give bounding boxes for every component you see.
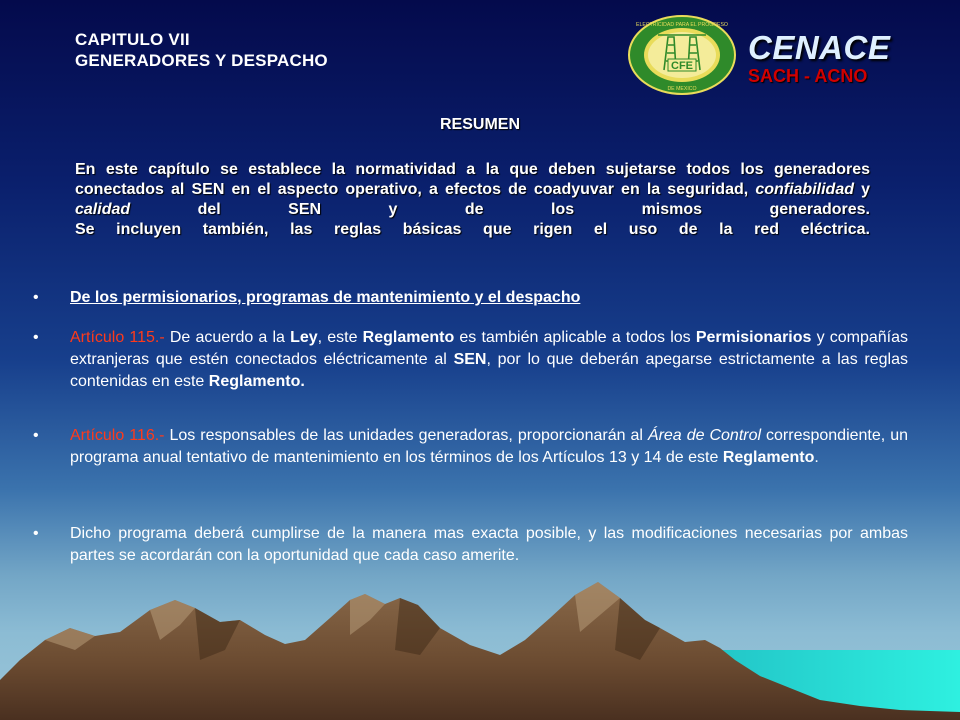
list-item-heading bbox=[33, 287, 908, 309]
bullet-icon: • bbox=[33, 525, 39, 542]
brand bbox=[748, 30, 890, 86]
summary-text-part: en el aspecto operativo, a efectos de coadyuvar en la seguridad, bbox=[224, 181, 756, 198]
article-term-sen: SEN bbox=[453, 351, 487, 368]
brand-subtitle: SACH - ACNO bbox=[748, 66, 868, 86]
summary-paragraph-1 bbox=[75, 160, 870, 220]
article-term-reglamento: Reglamento. bbox=[208, 373, 305, 390]
cfe-logo bbox=[628, 15, 736, 95]
summary-italic-calidad: calidad bbox=[75, 201, 131, 218]
summary-italic-confiabilidad: confiabilidad bbox=[755, 181, 854, 198]
logo-ring-bottom: DE MEXICO bbox=[667, 86, 697, 92]
bullet-icon: • bbox=[33, 289, 39, 306]
logo-center-text: CFE bbox=[671, 60, 693, 72]
list-item-program-note bbox=[33, 523, 908, 567]
summary-title: RESUMEN bbox=[439, 116, 520, 133]
article-text: . bbox=[814, 449, 819, 466]
article-text: , este bbox=[317, 329, 363, 346]
chapter-number: CAPITULO VII bbox=[75, 30, 190, 49]
article-term-ley: Ley bbox=[290, 329, 318, 346]
article-text: y compañías extranjeras que estén conectados eléctricamente al bbox=[70, 329, 908, 368]
article-term-reglamento: Reglamento bbox=[722, 449, 815, 466]
article-115-label: Artículo 115.- bbox=[70, 329, 165, 346]
bullet-icon: • bbox=[33, 427, 39, 444]
program-note-text: Dicho programa deberá cumplirse de la manera mas exacta posible, y las modificaciones necesarias por ambas partes se acordarán con la oportunidad que cada caso amerite. bbox=[70, 525, 908, 564]
section-heading-link[interactable]: De los permisionarios, programas de mantenimiento y el despacho bbox=[70, 289, 581, 306]
summary-text-part: y de los mismos generadores. bbox=[321, 201, 870, 218]
article-term-permisionarios: Permisionarios bbox=[695, 329, 812, 346]
article-text: , por lo que deberán apegarse estrictamente a las reglas contenidas en este bbox=[70, 351, 908, 390]
article-text: De acuerdo a la bbox=[164, 329, 291, 346]
list-item-article-116 bbox=[33, 425, 908, 469]
summary-text-part: del bbox=[130, 201, 289, 218]
article-116-label: Artículo 116.- bbox=[70, 427, 165, 444]
summary-text-part: y bbox=[853, 181, 870, 198]
list-item-article-115 bbox=[33, 327, 908, 393]
summary-paragraph-2: Se incluyen también, las reglas básicas que rigen el uso de la red eléctrica. bbox=[75, 221, 870, 238]
article-term-area-de-control: Área de Control bbox=[647, 427, 762, 444]
summary-sen: SEN bbox=[288, 201, 322, 218]
summary-sen: SEN bbox=[191, 181, 225, 198]
article-term-reglamento: Reglamento bbox=[362, 329, 455, 346]
summary-text-part: En este capítulo se establece la normatividad a la que deben sujetarse todos los generadores conectados al bbox=[75, 161, 870, 198]
article-text: correspondiente, un programa anual tentativo de mantenimiento en los términos de los Artículos 13 y 14 de este bbox=[70, 427, 908, 466]
article-text: Los responsables de las unidades generadoras, proporcionarán al bbox=[164, 427, 648, 444]
chapter-heading bbox=[75, 29, 328, 71]
logo-ring-top: ELECTRICIDAD PARA EL PROGRESO bbox=[636, 22, 728, 28]
article-text: es también aplicable a todos los bbox=[454, 329, 696, 346]
bullet-icon: • bbox=[33, 329, 39, 346]
summary-text bbox=[75, 160, 870, 240]
brand-name: CENACE bbox=[748, 29, 891, 66]
chapter-title: GENERADORES Y DESPACHO bbox=[75, 51, 328, 70]
